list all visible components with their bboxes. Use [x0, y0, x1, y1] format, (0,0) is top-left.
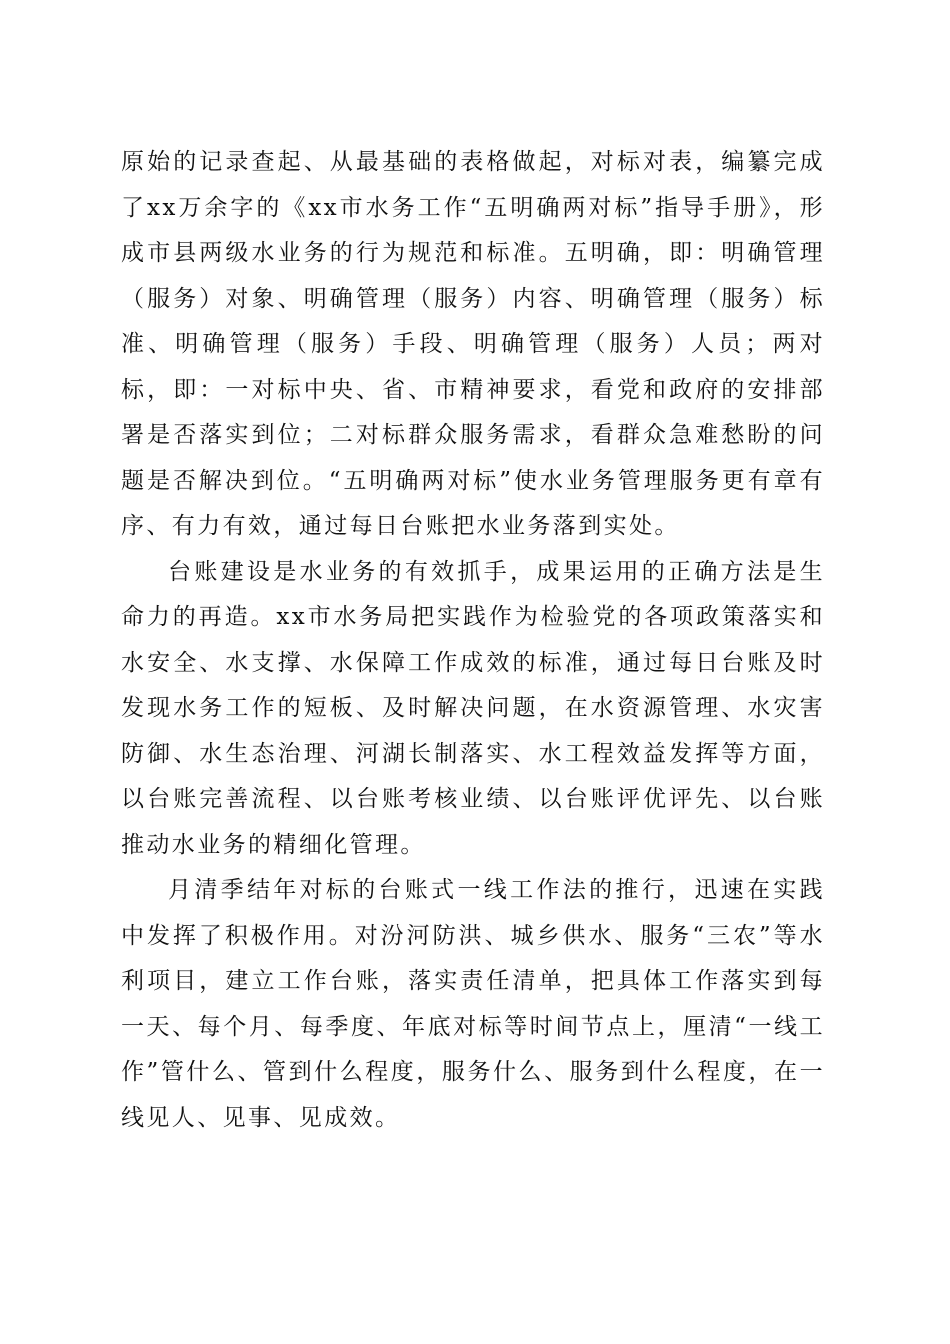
- paragraph-continued: 原始的记录查起、从最基础的表格做起，对标对表，编纂完成了xx万余字的《xx市水务工作“五明确两对标”指导手册》，形成市县两级水业务的行为规范和标准。五明确，即：明确管理（服务）对象、明确管理（服务）内容、明确管理（服务）标准、明确管理（服务）手段、明确管理（服务）人员；两对标，即：一对标中央、省、市精神要求，看党和政府的安排部署是否落实到位；二对标群众服务需求，看群众急难愁盼的问题是否解决到位。“五明确两对标”使水业务管理服务更有章有序、有力有效，通过每日台账把水业务落到实处。: [121, 149, 825, 539]
- paragraph-ledger-construction: 台账建设是水业务的有效抓手，成果运用的正确方法是生命力的再造。xx市水务局把实践作为检验党的各项政策落实和水安全、水支撑、水保障工作成效的标准，通过每日台账及时发现水务工作的短板、及时解决问题，在水资源管理、水灾害防御、水生态治理、河湖长制落实、水工程效益发挥等方面，以台账完善流程、以台账考核业绩、以台账评优评先、以台账推动水业务的精细化管理。: [121, 558, 825, 858]
- paragraph-frontline-method: 月清季结年对标的台账式一线工作法的推行，迅速在实践中发挥了积极作用。对汾河防洪、城乡供水、服务“三农”等水利项目，建立工作台账，落实责任清单，把具体工作落实到每一天、每个月、每季度、年底对标等时间节点上，厘清“一线工作”管什么、管到什么程度，服务什么、服务到什么程度，在一线见人、见事、见成效。: [121, 877, 825, 1131]
- document-body: [121, 140, 825, 1141]
